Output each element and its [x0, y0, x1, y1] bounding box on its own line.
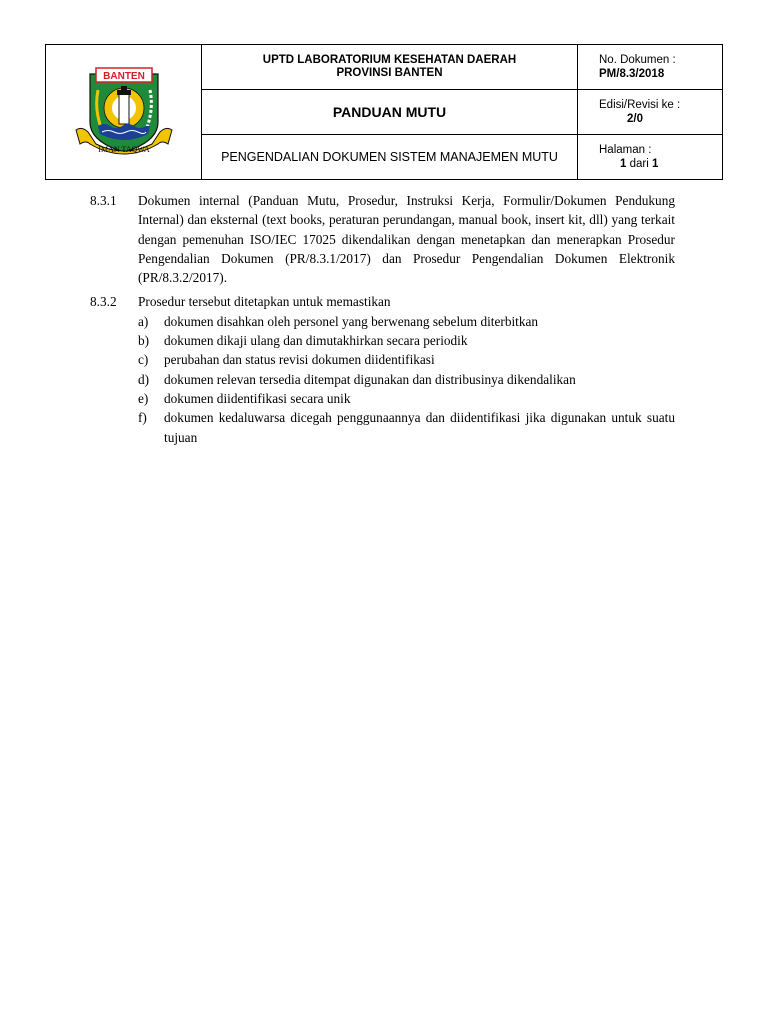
document-subtitle: PENGENDALIAN DOKUMEN SISTEM MANAJEMEN MUTU — [221, 150, 558, 164]
edition-cell — [578, 90, 723, 135]
document-body — [90, 191, 675, 452]
page-label: Halaman : — [599, 144, 652, 156]
document-header — [45, 44, 723, 180]
document-number-label: No. Dokumen : — [599, 53, 676, 66]
list-item-text: dokumen diidentifikasi secara unik — [164, 390, 351, 406]
list-item — [138, 408, 675, 447]
section-text: Dokumen internal (Panduan Mutu, Prosedur, Instruksi Kerja, Formulir/Dokumen Pendukung Internal) dan eksternal (text books, peraturan perundangan, manual book, insert kit, dll) yang terkait dengan pemenuhan ISO/IEC 17025 dikendalikan dengan menetapkan dan menerapkan Prosedur Pengendalian Dokumen (PR/8.3.1/2017) dan Prosedur Pengendalian Dokumen Elektronik (PR/8.3.2/2017). — [138, 193, 675, 286]
list-item-label: f) — [138, 410, 147, 426]
edition-value: 2/0 — [627, 112, 643, 125]
list-item-text: dokumen dikaji ulang dan dimutakhirkan secara periodik — [164, 333, 468, 349]
page-separator: dari — [626, 158, 652, 170]
logo-cell — [46, 45, 202, 180]
list-item-label: a) — [138, 313, 149, 329]
document-number-value: PM/8.3/2018 — [599, 67, 665, 80]
list-item-label: c) — [138, 352, 149, 368]
list-item-text: perubahan dan status revisi dokumen diidentifikasi — [164, 352, 435, 368]
section-8-3-2 — [90, 292, 675, 446]
list-item-label: d) — [138, 371, 150, 387]
list-item-text: dokumen kedaluwarsa dicegah penggunaannya dan diidentifikasi jika digunakan untuk suatu tujuan — [164, 410, 675, 445]
svg-text:BANTEN: BANTEN — [102, 71, 145, 82]
organization-name-line1: UPTD LABORATORIUM KESEHATAN DAERAH — [262, 54, 517, 66]
list-item — [138, 370, 675, 389]
edition-label: Edisi/Revisi ke : — [599, 98, 681, 111]
list-item — [138, 350, 675, 369]
section-number: 8.3.2 — [90, 294, 117, 310]
list-item-text: dokumen relevan tersedia ditempat digunakan dan distribusinya dikendalikan — [164, 371, 576, 387]
list-item-label: b) — [138, 333, 150, 349]
title-cell — [202, 90, 578, 135]
page-total: 1 — [651, 158, 659, 170]
section-text: Prosedur tersebut ditetapkan untuk memastikan — [138, 294, 391, 310]
subtitle-cell — [202, 135, 578, 180]
list-item-label: e) — [138, 390, 149, 406]
document-title: PANDUAN MUTU — [332, 104, 447, 120]
banten-emblem-icon — [68, 60, 180, 164]
procedure-list — [138, 312, 675, 447]
list-item — [138, 331, 675, 350]
page-number — [599, 157, 722, 171]
list-item-text: dokumen disahkan oleh personel yang berwenang sebelum diterbitkan — [164, 313, 539, 329]
section-8-3-1 — [90, 191, 675, 287]
page-cell — [578, 135, 723, 180]
svg-text:IMAN TAQWA: IMAN TAQWA — [97, 145, 150, 154]
document-number-cell — [578, 45, 723, 90]
page-current: 1 — [620, 158, 627, 170]
list-item — [138, 312, 675, 331]
organization-name-line2: PROVINSI BANTEN — [336, 67, 443, 79]
organization-cell — [202, 45, 578, 90]
list-item — [138, 389, 675, 408]
section-number: 8.3.1 — [90, 193, 117, 208]
